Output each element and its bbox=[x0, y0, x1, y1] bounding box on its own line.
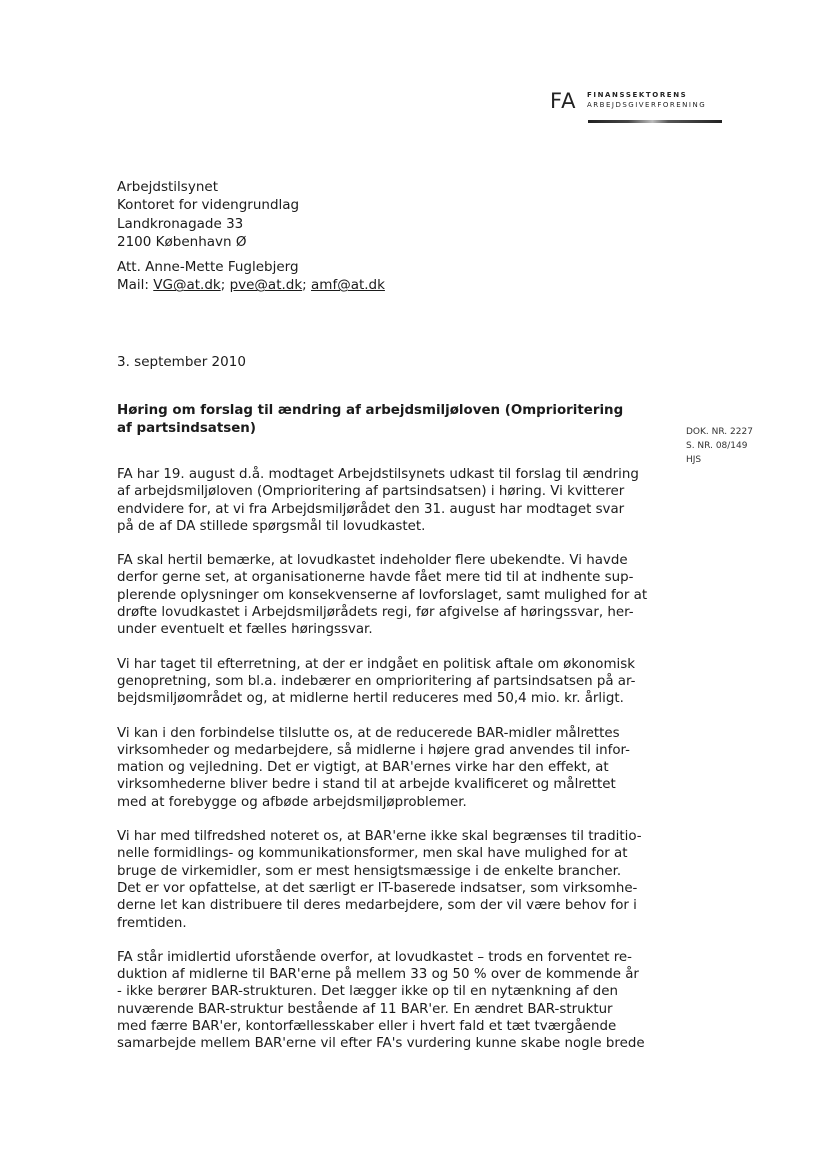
paragraph-line: Vi kan i den forbindelse tilslutte os, at de reducerede BAR-midler målrettes bbox=[117, 725, 620, 741]
recipient-line: Kontoret for videngrundlag bbox=[117, 197, 300, 214]
recipient-address bbox=[117, 178, 299, 251]
paragraph-line: Vi har taget til efterretning, at der er indgået en politisk aftale om økonomisk bbox=[117, 656, 635, 672]
recipient-line: 2100 København Ø bbox=[117, 233, 247, 250]
paragraph-line: mation og vejledning. Det er vigtigt, at BAR'ernes virke har den effekt, at bbox=[117, 760, 609, 776]
paragraph-line: plerende oplysninger om konsekvenserne af lovforslaget, samt mulighed for at bbox=[117, 587, 648, 603]
paragraph bbox=[117, 725, 642, 811]
paragraph-line: med at forebygge og afbøde arbejdsmiljøproblemer. bbox=[117, 794, 467, 810]
fa-logo bbox=[550, 86, 730, 130]
mail-label: Mail: bbox=[117, 277, 154, 294]
paragraph-line: bejdsmiljøområdet og, at midlerne hertil reduceres med 50,4 mio. kr. årligt. bbox=[117, 691, 624, 707]
email-separator: ; bbox=[220, 277, 230, 294]
paragraph bbox=[117, 656, 642, 708]
initials: HJS bbox=[686, 454, 702, 465]
paragraph-line: nelle formidlings- og kommunikationsformer, men skal have mulighed for at bbox=[117, 846, 628, 862]
case-number: S. NR. 08/149 bbox=[686, 440, 748, 451]
letter-date: 3. september 2010 bbox=[117, 354, 246, 370]
paragraph-line: under eventuelt et fælles høringssvar. bbox=[117, 622, 373, 638]
attention-name: Att. Anne-Mette Fuglebjerg bbox=[117, 259, 299, 275]
paragraph-line: samarbejde mellem BAR'erne vil efter FA's vurdering kunne skabe nogle brede bbox=[117, 1036, 645, 1052]
email-link[interactable]: VG@at.dk bbox=[153, 277, 221, 294]
mail-line bbox=[117, 276, 385, 294]
logo-line-1: FINANSSEKTORENS bbox=[587, 91, 688, 99]
paragraph bbox=[117, 949, 645, 1053]
recipient-line: Arbejdstilsynet bbox=[117, 179, 218, 195]
logo-mark: FA bbox=[550, 89, 577, 113]
paragraph-line: drøfte lovudkastet i Arbejdsmiljørådets regi, før afgivelse af høringssvar, her- bbox=[117, 605, 634, 621]
paragraph-line: FA har 19. august d.å. modtaget Arbejdstilsynets udkast til forslag til ændring bbox=[117, 467, 639, 482]
email-link[interactable]: pve@at.dk bbox=[229, 277, 303, 294]
attention-block bbox=[117, 258, 385, 295]
paragraph-line: virksomhederne bliver bedre i stand til at arbejde kvalificeret og målrettet bbox=[117, 777, 616, 793]
paragraph bbox=[117, 828, 642, 932]
paragraph-line: FA skal hertil bemærke, at lovudkastet indeholder flere ubekendte. Vi havde bbox=[117, 553, 628, 569]
letter-body bbox=[117, 466, 648, 1070]
paragraph-line: FA står imidlertid uforstående overfor, at lovudkastet – trods en forventet re- bbox=[117, 949, 632, 965]
paragraph-line: derne let kan distribuere til deres medarbejdere, som der vil være behov for i bbox=[117, 898, 637, 914]
paragraph-line: genopretning, som bl.a. indebærer en omprioritering af partsindsatsen på ar- bbox=[117, 673, 636, 689]
document-number: DOK. NR. 2227 bbox=[686, 427, 753, 437]
recipient-line: Landkronagade 33 bbox=[117, 215, 244, 232]
logo-line-2: ARBEJDSGIVERFORENING bbox=[587, 101, 707, 109]
email-link[interactable]: amf@at.dk bbox=[311, 277, 385, 294]
paragraph-line: endvidere for, at vi fra Arbejdsmiljørådet den 31. august har modtaget svar bbox=[117, 501, 625, 517]
paragraph-line: Vi har med tilfredshed noteret os, at BAR'erne ikke skal begrænses til traditio- bbox=[117, 829, 642, 845]
logo-underline bbox=[588, 120, 722, 123]
paragraph-line: fremtiden. bbox=[117, 915, 187, 931]
paragraph bbox=[117, 552, 648, 638]
paragraph-line: Det er vor opfattelse, at det særligt er IT-baserede indsatser, som virksomhe- bbox=[117, 880, 638, 896]
paragraph-line: af arbejdsmiljøloven (Omprioritering af partsindsatsen) i høring. Vi kvitterer bbox=[117, 484, 625, 500]
letter-subject: Høring om forslag til ændring af arbejdsmiljøloven (Omprioritering af partsindsatsen) bbox=[117, 403, 624, 436]
paragraph-line: på de af DA stillede spørgsmål til lovudkastet. bbox=[117, 518, 426, 534]
paragraph-line: - ikke berører BAR-strukturen. Det lægger ikke op til en nytænkning af den bbox=[117, 984, 619, 1000]
paragraph-line: derfor gerne set, at organisationerne havde fået mere tid til at indhente sup- bbox=[117, 570, 634, 586]
email-separator: ; bbox=[302, 277, 312, 294]
paragraph-line: bruge de virkemidler, som er mest hensigtsmæssige i de enkelte brancher. bbox=[117, 863, 622, 879]
paragraph-line: virksomheder og medarbejdere, så midlerne i højere grad anvendes til infor- bbox=[117, 742, 631, 758]
paragraph-line: duktion af midlerne til BAR'erne på mellem 33 og 50 % over de kommende år bbox=[117, 967, 639, 983]
paragraph-line: nuværende BAR-struktur bestående af 11 BAR'er. En ændret BAR-struktur bbox=[117, 1001, 613, 1017]
paragraph-line: med færre BAR'er, kontorfællesskaber eller i hvert fald et tæt tværgående bbox=[117, 1019, 617, 1035]
reference-block bbox=[686, 426, 753, 467]
paragraph bbox=[117, 466, 642, 535]
